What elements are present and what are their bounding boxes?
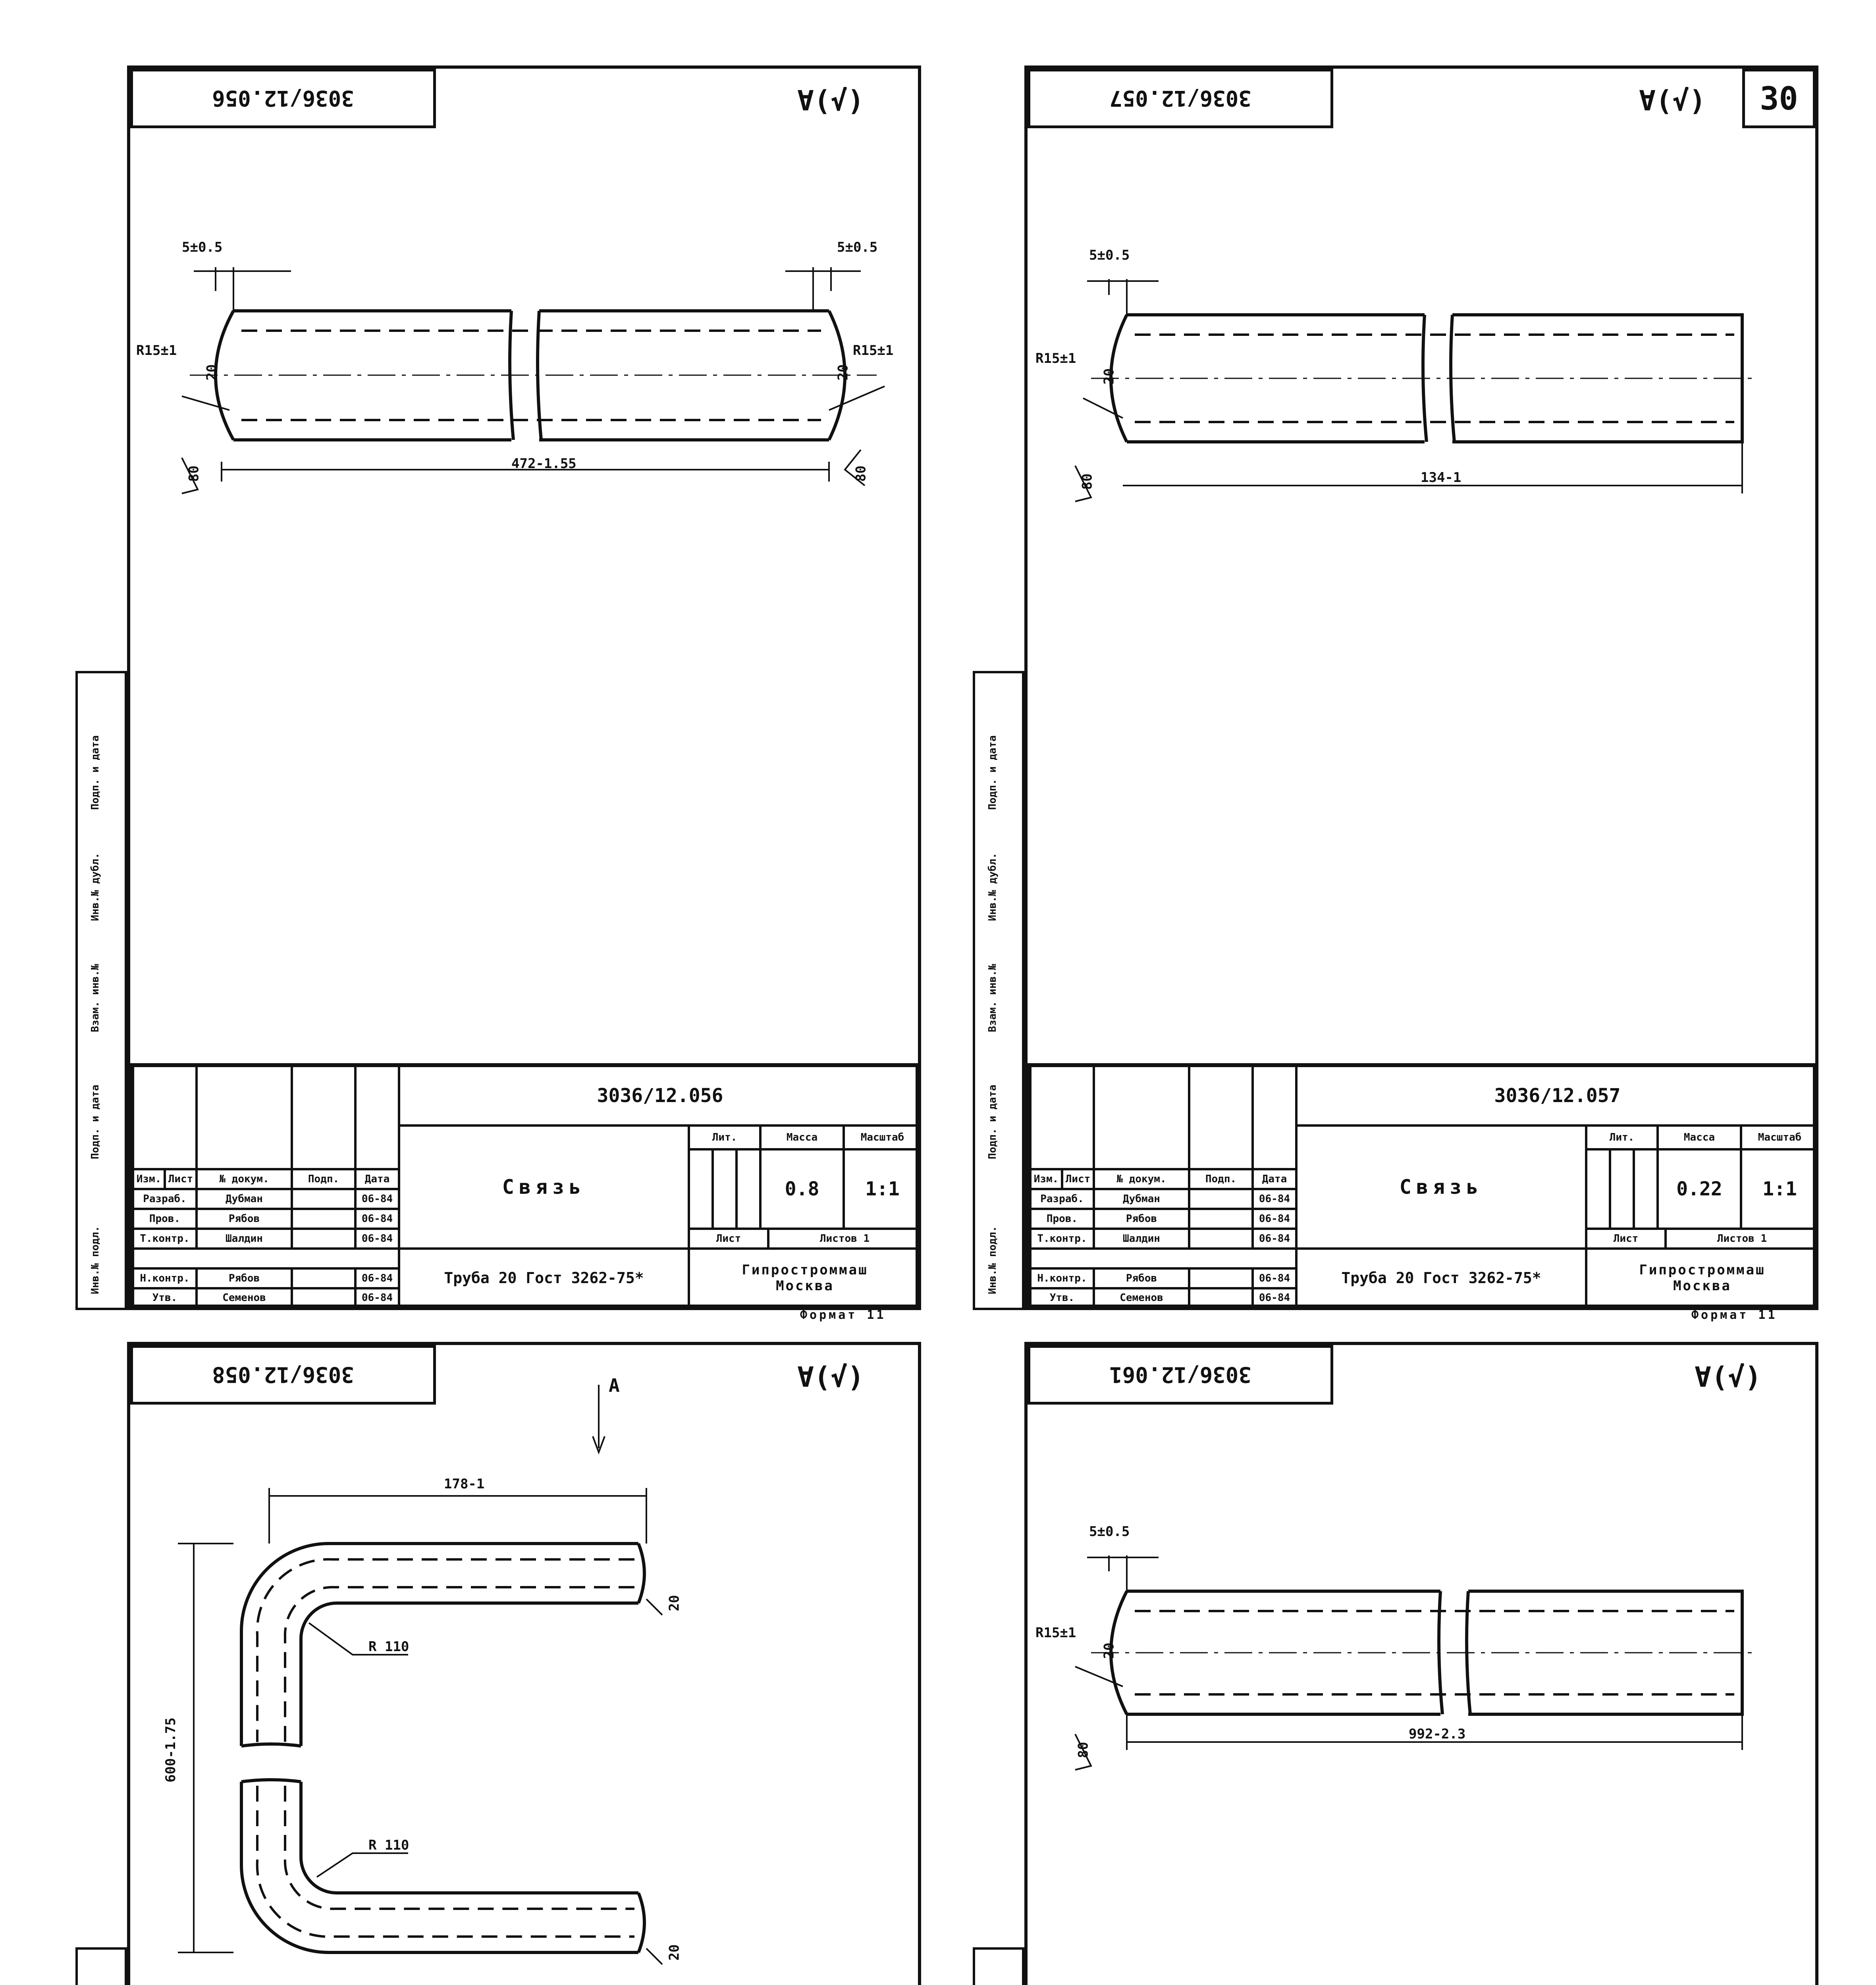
title-code: 3036/12.057	[1296, 1066, 1818, 1125]
dim-height: 600-1.75	[162, 1717, 179, 1783]
title-block: 3036/12.057 Изм. Лист № докум. Подп. Дата Разраб. Дубман 06-84 Пров. Рябов 06-84 Т.контр. Шалдин 06-84 Н.контр. Рябов 06-84 Утв. Семенов 06-84 Связь Труба 20 Гост 3262-75* Лит. Масса Масштаб 0.22 1:1 Лист Листов 1 Гипростроммаш Москва	[1028, 1063, 1816, 1307]
dim-depth-left: 20	[204, 364, 220, 381]
pipe-drawing-4	[1028, 1345, 1822, 1821]
side-strip-bottom-right	[973, 1947, 1024, 1985]
format-label: Формат 11	[800, 1308, 886, 1322]
sheet-stamp-code: 3036/12.057	[1028, 69, 1333, 128]
side-strip-bottom-left	[75, 1947, 127, 1985]
drawing-sheet-1	[127, 66, 921, 1310]
page-number: 30	[1742, 69, 1816, 128]
dim-length: 472-1.55	[511, 456, 576, 472]
format-label: Формат 11	[1691, 1308, 1778, 1322]
view-arrow-label: A	[609, 1375, 620, 1396]
dim-radius-left: R15±1	[1035, 351, 1076, 366]
part-material: Труба 20 Гост 3262-75*	[1296, 1249, 1586, 1307]
drawing-sheet-3	[127, 1342, 921, 1985]
dim-angle-right: 80	[853, 465, 869, 482]
dim-diameter-bottom: 20	[666, 1944, 683, 1961]
side-strip-top-right	[973, 671, 1024, 1310]
dim-top-length: 178-1	[444, 1476, 485, 1492]
dim-offset-left: 5±0.5	[1089, 1524, 1130, 1540]
sheet-stamp-code: 3036/12.061	[1028, 1345, 1333, 1405]
handrail-drawing	[130, 1345, 924, 1985]
dim-offset-left: 5±0.5	[1089, 247, 1130, 263]
dim-radius-left: R15±1	[1035, 1625, 1076, 1641]
dim-offset-right: 5±0.5	[837, 239, 878, 255]
part-name: Связь	[399, 1125, 689, 1249]
dim-radius-bottom: R 110	[368, 1837, 409, 1853]
dim-radius-right: R15±1	[853, 343, 894, 358]
part-name: Связь	[1296, 1125, 1586, 1249]
sheet-stamp-code: 3036/12.058	[130, 1345, 436, 1405]
title-block: 3036/12.056 Изм. Лист № докум. Подп. Дата Разраб. Дубман 06-84 Пров. Рябов 06-84 Т.контр. Шалдин 06-84 Н.контр. Рябов 06-84 Утв. Семенов 06-84 Связь Труба 20 Гост 3262-75* Лит. Масса Масштаб 0.8 1:1 Лист Листов 1 Гипростроммаш Москва	[130, 1063, 918, 1307]
drawing-sheet-4	[1024, 1342, 1818, 1985]
part-scale: 1:1	[844, 1149, 921, 1229]
dim-offset-left: 5±0.5	[182, 239, 223, 255]
roughness-mark: ∀(√)	[797, 1361, 864, 1393]
part-mass: 0.22	[1658, 1149, 1741, 1229]
dim-length: 134-1	[1421, 470, 1461, 486]
dim-depth-right: 20	[835, 364, 851, 381]
dim-radius-top: R 110	[368, 1639, 409, 1655]
dim-length: 992-2.3	[1409, 1726, 1466, 1742]
part-mass: 0.8	[760, 1149, 844, 1229]
dim-angle-left: 80	[1079, 473, 1095, 490]
title-code: 3036/12.056	[399, 1066, 921, 1125]
sheet-stamp-code: 3036/12.056	[130, 69, 436, 128]
part-scale: 1:1	[1741, 1149, 1818, 1229]
dim-diameter-top: 20	[666, 1595, 683, 1611]
dim-angle-left: 80	[1075, 1742, 1091, 1758]
dim-angle-left: 80	[186, 465, 202, 482]
part-material: Труба 20 Гост 3262-75*	[399, 1249, 689, 1307]
roughness-mark: ∀(√)	[1639, 85, 1706, 117]
roughness-mark: ∀(√)	[797, 85, 864, 117]
pipe-drawing-1	[130, 69, 924, 545]
dim-radius-left: R15±1	[136, 343, 177, 358]
roughness-mark: ∀(√)	[1695, 1361, 1762, 1393]
dim-depth-left: 20	[1101, 368, 1117, 385]
dim-depth-left: 20	[1101, 1642, 1117, 1659]
side-strip-top-left	[75, 671, 127, 1310]
drawing-sheet-2	[1024, 66, 1818, 1310]
